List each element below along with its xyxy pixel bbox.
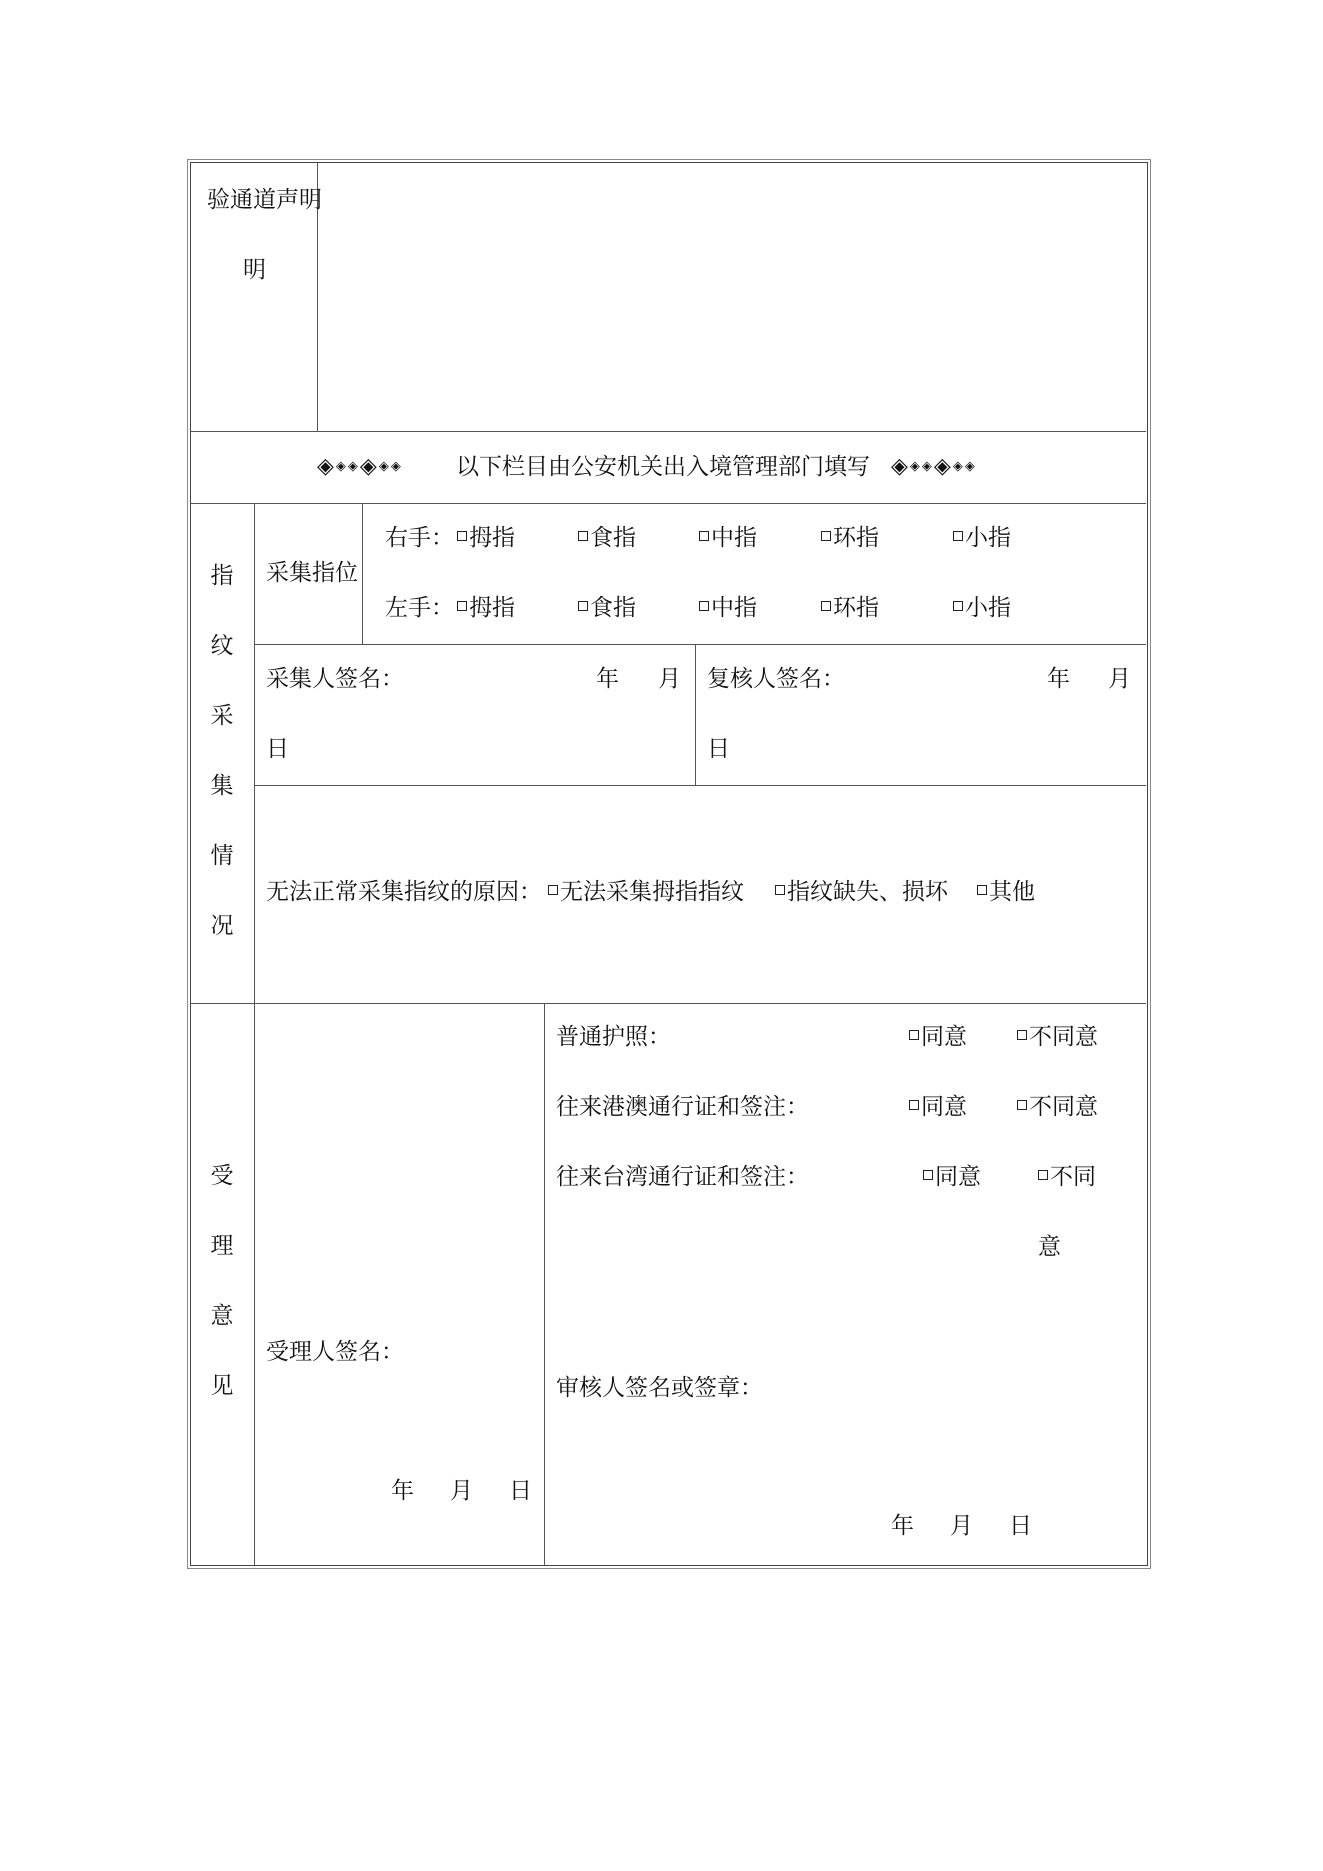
checkbox-icon	[953, 601, 963, 611]
checkbox-icon	[548, 885, 558, 895]
reason-label: 无法正常采集指纹的原因：	[266, 879, 542, 905]
left-index-checkbox[interactable]: 食指	[578, 597, 636, 620]
row-divider	[191, 503, 1146, 504]
checkbox-icon	[699, 601, 709, 611]
acceptor-signature-label: 受理人签名：	[266, 1339, 404, 1365]
checkbox-icon	[1017, 1100, 1027, 1110]
reviewer-seal-label: 审核人签名或签章：	[556, 1375, 763, 1401]
checkbox-icon	[578, 531, 588, 541]
reason-thumb-checkbox[interactable]: 无法采集拇指指纹	[548, 881, 744, 904]
fingerprint-section-label-char: 况	[210, 913, 234, 939]
acceptor-day: 日	[509, 1478, 532, 1504]
checkbox-icon	[578, 601, 588, 611]
checkbox-icon	[953, 531, 963, 541]
right-hand-label: 右手：	[385, 525, 454, 551]
checkbox-icon	[775, 885, 785, 895]
hk-macao-disagree-checkbox[interactable]: 不同意	[1017, 1096, 1098, 1119]
checkbox-icon	[909, 1030, 919, 1040]
checkbox-icon	[821, 531, 831, 541]
left-ring-checkbox[interactable]: 环指	[821, 597, 879, 620]
acceptance-section-label-char: 理	[210, 1233, 234, 1259]
declaration-label-wrap: 明	[243, 257, 266, 283]
collector-month: 月	[658, 666, 681, 692]
checkbox-icon	[457, 531, 467, 541]
banner-diamonds-left: ◈◈◈◈◈◈	[317, 454, 403, 479]
left-hand-label: 左手：	[385, 595, 454, 621]
checkbox-icon	[1017, 1030, 1027, 1040]
fingerprint-section-label-char: 情	[210, 843, 234, 869]
row-divider	[254, 785, 1146, 786]
reviewer-year: 年	[1047, 666, 1070, 692]
left-middle-checkbox[interactable]: 中指	[699, 597, 757, 620]
right-thumb-checkbox[interactable]: 拇指	[457, 527, 515, 550]
finger-position-label: 采集指位	[266, 560, 358, 586]
collector-signature-label: 采集人签名：	[266, 666, 404, 692]
left-little-checkbox[interactable]: 小指	[953, 597, 1011, 620]
passport-disagree-checkbox[interactable]: 不同意	[1017, 1026, 1098, 1049]
reviewer-month: 月	[1108, 666, 1131, 692]
col-divider	[254, 503, 255, 1565]
checkbox-icon	[1038, 1170, 1048, 1180]
hk-macao-agree-checkbox[interactable]: 同意	[909, 1096, 967, 1119]
acceptance-section-label-char: 受	[210, 1163, 234, 1189]
reviewer-seal-year: 年	[891, 1513, 914, 1539]
right-little-checkbox[interactable]: 小指	[953, 527, 1011, 550]
taiwan-permit-label: 往来台湾通行证和签注：	[556, 1164, 809, 1190]
banner-title: 以下栏目由公安机关出入境管理部门填写	[456, 454, 870, 480]
left-thumb-checkbox[interactable]: 拇指	[457, 597, 515, 620]
checkbox-icon	[977, 885, 987, 895]
collector-day: 日	[266, 736, 289, 762]
checkbox-icon	[699, 531, 709, 541]
checkbox-icon	[457, 601, 467, 611]
row-divider	[191, 1003, 1146, 1004]
fingerprint-section-label-char: 集	[210, 773, 234, 799]
reviewer-seal-month: 月	[950, 1513, 973, 1539]
col-divider	[695, 644, 696, 785]
reviewer-day: 日	[707, 736, 730, 762]
acceptor-year: 年	[391, 1478, 414, 1504]
banner-diamonds-right: ◈◈◈◈◈◈	[891, 454, 977, 479]
collector-year: 年	[596, 666, 619, 692]
right-index-checkbox[interactable]: 食指	[578, 527, 636, 550]
reason-missing-checkbox[interactable]: 指纹缺失、损坏	[775, 881, 948, 904]
right-ring-checkbox[interactable]: 环指	[821, 527, 879, 550]
row-divider	[254, 644, 1146, 645]
declaration-label: 验通道声明	[207, 187, 322, 213]
acceptance-section-label-char: 见	[210, 1373, 234, 1399]
checkbox-icon	[923, 1170, 933, 1180]
acceptance-section-label-char: 意	[210, 1303, 234, 1329]
checkbox-icon	[909, 1100, 919, 1110]
fingerprint-section-label-char: 纹	[210, 633, 234, 659]
application-form-section	[190, 162, 1148, 1566]
col-divider	[362, 503, 363, 644]
passport-agree-checkbox[interactable]: 同意	[909, 1026, 967, 1049]
taiwan-disagree-checkbox[interactable]: 不同意	[1038, 1164, 1096, 1260]
fingerprint-section-label-char: 指	[210, 563, 234, 589]
reviewer-signature-label: 复核人签名：	[707, 666, 845, 692]
declaration-content-area[interactable]	[319, 163, 1146, 429]
acceptor-month: 月	[450, 1478, 473, 1504]
row-divider	[191, 431, 1146, 432]
checkbox-icon	[821, 601, 831, 611]
col-divider	[544, 1003, 545, 1565]
reason-other-checkbox[interactable]: 其他	[977, 881, 1035, 904]
hk-macao-permit-label: 往来港澳通行证和签注：	[556, 1094, 809, 1120]
passport-label: 普通护照：	[556, 1024, 671, 1050]
right-middle-checkbox[interactable]: 中指	[699, 527, 757, 550]
reviewer-seal-day: 日	[1009, 1513, 1032, 1539]
fingerprint-section-label-char: 采	[210, 703, 234, 729]
taiwan-agree-checkbox[interactable]: 同意	[923, 1166, 981, 1189]
